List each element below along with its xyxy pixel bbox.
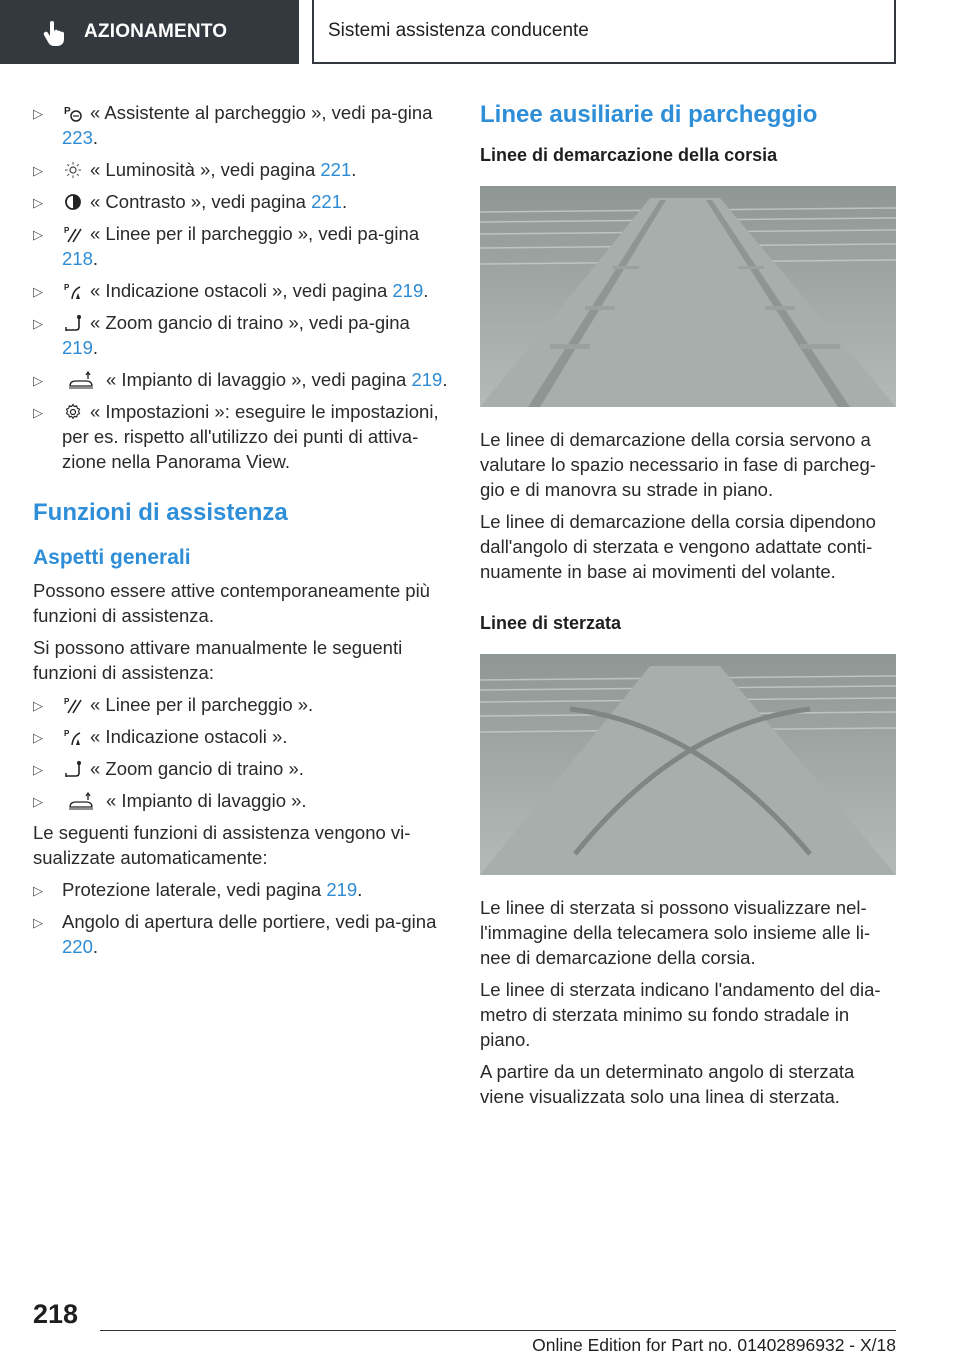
- list-item: [33, 278, 449, 303]
- list-item-suffix: .: [92, 127, 99, 148]
- tow-hitch-icon: [64, 314, 82, 332]
- lane-lines-image: [480, 186, 896, 407]
- list-item-suffix: .: [423, 280, 429, 301]
- list-item: [33, 157, 449, 182]
- chapter-title: Sistemi assistenza conducente: [328, 20, 589, 41]
- brightness-icon: [64, 161, 82, 179]
- section-heading-linee: Linee ausiliarie di parcheggio: [480, 101, 818, 128]
- paragraph: Si possono attivare manualmente le seguenti funzioni di assistenza:: [33, 637, 403, 683]
- list-item: [33, 310, 449, 360]
- steering-lines-image: [480, 654, 896, 875]
- page-link[interactable]: 219: [62, 337, 93, 358]
- list-item-suffix: .: [357, 879, 363, 900]
- menu-items-list: [33, 100, 449, 474]
- list-item: [33, 367, 449, 392]
- paragraph: Le linee di sterzata si possono visualizzare nel-l'immagine della telecamera solo insieme alle li-nee di demarcazione della corsia.: [480, 897, 871, 968]
- obstacle-icon: [64, 282, 82, 300]
- page-link[interactable]: 223: [62, 127, 93, 148]
- list-item: [33, 692, 449, 717]
- bullet-triangle-icon: ▷: [33, 762, 43, 777]
- car-wash-icon: [68, 792, 94, 810]
- paragraph: Le linee di demarcazione della corsia servono a valutare lo spazio necessario in fase di parcheg-gio e di manovra su strade in piano.: [480, 429, 876, 500]
- svg-text:P: P: [64, 226, 70, 235]
- header-section-tab: [0, 0, 299, 64]
- manual-functions-list: [33, 692, 449, 813]
- footer-rule: [100, 1330, 896, 1331]
- list-item: [33, 100, 449, 150]
- list-item-text: « Luminosità », vedi pagina: [90, 159, 321, 180]
- svg-text:P: P: [64, 729, 70, 738]
- paragraph: A partire da un determinato angolo di sterzata viene visualizzata solo una linea di sterzata.: [480, 1061, 855, 1107]
- list-item-text: Protezione laterale, vedi pagina: [62, 879, 327, 900]
- list-item-text: « Impianto di lavaggio », vedi pagina: [106, 369, 412, 390]
- list-item-text: « Indicazione ostacoli ».: [90, 726, 288, 747]
- list-item-suffix: .: [92, 936, 99, 957]
- list-item-text: « Linee per il parcheggio ».: [90, 694, 314, 715]
- hand-pointer-icon: [40, 18, 68, 46]
- svg-text:P: P: [64, 697, 70, 706]
- list-item-suffix: .: [442, 369, 448, 390]
- car-wash-icon: [68, 371, 94, 389]
- list-item: [33, 221, 449, 271]
- page-link[interactable]: 220: [62, 936, 93, 957]
- list-item-text: « Zoom gancio di traino ».: [90, 758, 304, 779]
- bullet-triangle-icon: ▷: [33, 794, 43, 809]
- section-title: AZIONAMENTO: [84, 21, 228, 42]
- list-item-suffix: .: [351, 159, 357, 180]
- bullet-triangle-icon: ▷: [33, 106, 43, 121]
- subheading-aspetti: Aspetti generali: [33, 546, 191, 569]
- bullet-triangle-icon: ▷: [33, 373, 43, 388]
- bullet-triangle-icon: ▷: [33, 698, 43, 713]
- list-item-suffix: .: [92, 248, 99, 269]
- paragraph: Possono essere attive contemporaneamente più funzioni di assistenza.: [33, 580, 430, 626]
- list-item: [33, 189, 449, 214]
- page-link[interactable]: 218: [62, 248, 93, 269]
- obstacle-icon: [64, 728, 82, 746]
- bullet-triangle-icon: ▷: [33, 284, 43, 299]
- edition-text: Online Edition for Part no. 01402896932 - X/18: [532, 1335, 896, 1355]
- contrast-icon: [64, 193, 82, 211]
- page-link[interactable]: 219: [392, 280, 424, 301]
- section-heading-funzioni: Funzioni di assistenza: [33, 499, 288, 526]
- page-link[interactable]: 221: [320, 159, 352, 180]
- page-link[interactable]: 219: [326, 879, 358, 900]
- chapter-title-box: [312, 0, 896, 64]
- subheading-sterzata: Linee di sterzata: [480, 613, 622, 633]
- paragraph: Le linee di sterzata indicano l'andamento del dia-metro di sterzata minimo su fondo stradale in piano.: [480, 979, 881, 1050]
- bullet-triangle-icon: ▷: [33, 405, 43, 420]
- parking-lines-icon: [64, 225, 82, 243]
- list-item-text: Angolo di apertura delle portiere, vedi pa-gina: [62, 911, 437, 932]
- paragraph: Le seguenti funzioni di assistenza vengono vi-sualizzate automaticamente:: [33, 822, 411, 868]
- list-item-text: « Impostazioni »: eseguire le impostazioni, per es. rispetto all'utilizzo dei punti di attiva-zione nella Panorama View.: [62, 401, 439, 472]
- page-number: 218: [33, 1299, 79, 1329]
- page-link[interactable]: 221: [311, 191, 342, 212]
- page-link[interactable]: 219: [411, 369, 443, 390]
- park-assist-icon: [64, 104, 82, 122]
- parking-lines-icon: [64, 696, 82, 714]
- list-item: [33, 788, 449, 813]
- tow-hitch-icon: [64, 760, 82, 778]
- list-item-suffix: .: [342, 191, 348, 212]
- list-item: [33, 909, 449, 959]
- list-item-text: « Indicazione ostacoli », vedi pagina: [90, 280, 393, 301]
- list-item: [33, 756, 449, 781]
- auto-functions-list: [33, 877, 449, 959]
- list-item-text: « Contrasto », vedi pagina: [90, 191, 312, 212]
- list-item: [33, 724, 449, 749]
- svg-text:P: P: [64, 106, 71, 117]
- bullet-triangle-icon: ▷: [33, 730, 43, 745]
- list-item-suffix: .: [92, 337, 99, 358]
- subheading-demarcazione: Linee di demarcazione della corsia: [480, 145, 778, 165]
- bullet-triangle-icon: ▷: [33, 883, 43, 898]
- paragraph: Le linee di demarcazione della corsia dipendono dall'angolo di sterzata e vengono adattate conti-nuamente in base ai movimenti del volante.: [480, 511, 876, 582]
- bullet-triangle-icon: ▷: [33, 227, 43, 242]
- bullet-triangle-icon: ▷: [33, 163, 43, 178]
- bullet-triangle-icon: ▷: [33, 915, 43, 930]
- svg-text:P: P: [64, 283, 70, 292]
- right-column: [480, 100, 896, 1116]
- left-column: [33, 100, 449, 966]
- list-item-text: « Assistente al parcheggio », vedi pa-gina: [90, 102, 433, 123]
- settings-gear-icon: [64, 403, 82, 421]
- list-item-text: « Impianto di lavaggio ».: [106, 790, 307, 811]
- list-item: [33, 399, 449, 474]
- list-item-text: « Zoom gancio di traino », vedi pa-gina: [90, 312, 410, 333]
- list-item-text: « Linee per il parcheggio », vedi pa-gina: [90, 223, 420, 244]
- bullet-triangle-icon: ▷: [33, 195, 43, 210]
- list-item: [33, 877, 449, 902]
- bullet-triangle-icon: ▷: [33, 316, 43, 331]
